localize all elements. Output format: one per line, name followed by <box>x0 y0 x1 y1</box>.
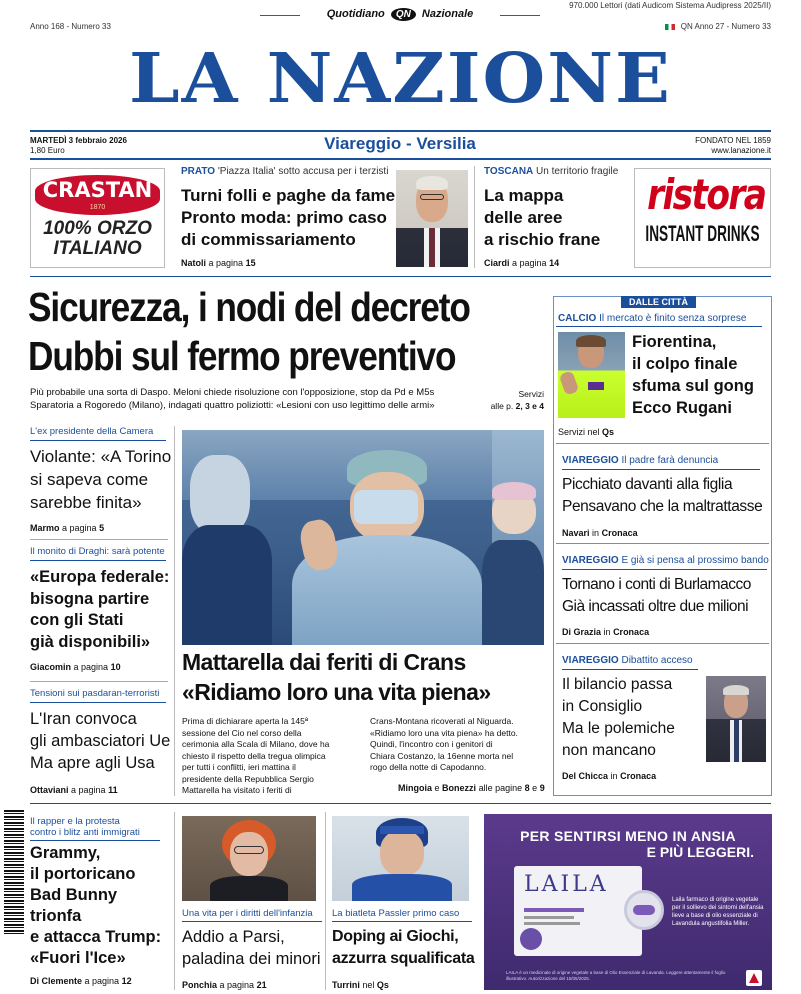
main-body-right <box>370 716 550 774</box>
headline-line: Bad Bunny <box>30 886 118 904</box>
laila-product: LAILA <box>524 872 609 897</box>
headline-line: in Consiglio <box>562 698 643 715</box>
headline-line: Ma le polemiche <box>562 720 675 737</box>
credit-name: Di Grazia <box>562 627 602 637</box>
credit-name: Turrini <box>332 980 360 990</box>
lead-summary <box>30 386 485 412</box>
ad-text: Laila farmaco di origine vegetale per il sollievo dei sintomi dell'ansia lieve a base di olio essenziale di Lavandula angustifolia Miller. <box>672 897 764 927</box>
kicker-text: E già si pensa al prossimo bando <box>621 555 769 566</box>
headline-line: «Europa federale: <box>30 568 170 586</box>
brand-badge-icon <box>746 970 762 986</box>
headline-line: si sapeva come <box>30 470 149 489</box>
body-line: Prima di dichiarare aperta la 145ª <box>182 716 308 726</box>
credit-name: Di Clemente <box>30 976 83 986</box>
kicker <box>558 313 768 324</box>
credit-name: Marmo <box>30 523 60 533</box>
credit <box>30 976 170 986</box>
credit <box>182 980 322 990</box>
credit <box>30 662 170 672</box>
headline <box>181 185 396 251</box>
main-body-left <box>182 716 362 797</box>
right-issue: QN Anno 27 - Numero 33 <box>680 22 771 31</box>
credit-name: Ciardi <box>484 258 510 268</box>
credit <box>332 980 474 990</box>
body-line: Crans-Montana ricoverati al Niguarda. <box>370 716 514 726</box>
headline-line: a rischio frane <box>484 230 601 249</box>
credit-name-2: Bonezzi <box>442 783 477 793</box>
headline-line: Violante: «A Torino <box>30 447 172 466</box>
credit <box>30 523 168 533</box>
credit-name: Ottaviani <box>30 785 69 795</box>
credit-name: Qs <box>602 427 615 437</box>
headline-line: Ecco Rugani <box>632 399 732 417</box>
main-credit <box>398 783 545 793</box>
credit-text: in <box>610 771 618 781</box>
portrait-photo <box>396 170 468 267</box>
date-line <box>30 136 127 156</box>
barcode <box>4 810 24 936</box>
kicker-place: TOSCANA <box>484 166 534 177</box>
readers-line: 970.000 Lettori (dati Audicom Sistema Audipress 2025/II) <box>569 1 771 10</box>
bottom-story-passler[interactable] <box>332 908 474 990</box>
credit <box>181 258 396 268</box>
services-pages: 2, 3 e 4 <box>515 401 544 411</box>
headline-line: Doping ai Giochi, <box>332 928 459 945</box>
kicker: L'ex presidente della Camera <box>30 426 154 437</box>
citta-story-picchiato[interactable] <box>562 455 767 538</box>
headline-line: azzurra squalificata <box>332 950 475 967</box>
credit-text: a pagina <box>512 258 547 268</box>
credit-name: Natoli <box>181 258 207 268</box>
headline-line: con gli Stati <box>30 611 124 629</box>
body-line: chiesto il rispetto della tregua olimpica <box>182 750 326 761</box>
bottom-story-parsi[interactable] <box>182 908 322 990</box>
summary-line: Più probabile una sorta di Daspo. Meloni chiede risoluzione con l'opposizione, stop da Pd e M5s <box>30 387 435 398</box>
body-line: «Ridiamo loro una vita piena» ha detto. <box>370 727 518 738</box>
headline-line: Già incassati oltre due milioni <box>562 598 749 615</box>
credit-text: Servizi nel <box>558 427 600 437</box>
passler-photo <box>332 816 469 901</box>
headline-line: trionfa <box>30 907 82 925</box>
ad-headline-1: PER SENTIRSI MENO IN ANSIA <box>520 828 736 844</box>
kicker: Una vita per i diritti dell'infanzia <box>182 908 313 919</box>
qn-right-label: Nazionale <box>421 8 474 20</box>
credit <box>484 258 624 268</box>
rugani-photo <box>558 332 625 418</box>
headline <box>30 708 170 774</box>
citta-story-calcio[interactable] <box>558 313 768 324</box>
mattarella-photo <box>182 430 544 645</box>
credit-section: Cronaca <box>613 627 650 637</box>
kicker-place: PRATO <box>181 166 216 177</box>
kicker-2: contro i blitz anti immigrati <box>30 827 140 838</box>
kicker-text: Dibattito acceso <box>621 655 693 666</box>
credit-page: 5 <box>99 523 105 533</box>
main-headline-2[interactable]: «Ridiamo loro una vita piena» <box>182 679 491 705</box>
headline-line: delle aree <box>484 208 563 227</box>
services-label: Servizi <box>518 389 544 399</box>
headline <box>562 574 767 618</box>
headline-line: Addio a Parsi, <box>182 928 285 946</box>
credit-and-2: e <box>532 783 538 793</box>
headline-line: Picchiato davanti alla figlia <box>562 476 733 493</box>
ad-fine-print: LAILA è un medicinale di origine vegetale a base di Olio Essenziale di Lavanda. Leggere attentamente il foglio illustrativo. Autorizzazione del 15/05/2025. <box>506 970 726 981</box>
price: 1,80 Euro <box>30 146 65 155</box>
credit-name: Ponchia <box>182 980 218 990</box>
credit-page: 15 <box>245 258 256 268</box>
credit-page-2: 9 <box>539 783 545 793</box>
credit-page: 10 <box>110 662 121 672</box>
kicker <box>181 166 396 177</box>
credit-text: a pagina <box>208 258 244 268</box>
date: MARTEDÌ 3 febbraio 2026 <box>30 136 127 145</box>
headline-line: Pensavano che la maltrattasse <box>562 498 763 515</box>
kicker-place: VIAREGGIO <box>562 655 619 666</box>
bottom-story-grammy[interactable] <box>30 816 170 986</box>
left-story-draghi[interactable] <box>30 546 170 672</box>
kicker: La biatleta Passler primo caso <box>332 908 460 919</box>
left-story-iran[interactable] <box>30 688 170 795</box>
headline <box>332 926 474 970</box>
edition-title: Viareggio - Versilia <box>324 134 476 153</box>
credit-page-1: 8 <box>524 783 530 793</box>
kicker <box>562 555 767 566</box>
kicker-1: Il rapper e la protesta <box>30 816 120 827</box>
credit-text: in <box>592 528 600 538</box>
credit <box>30 785 170 795</box>
credit-text: a pagina <box>73 662 109 672</box>
headline-line: bisogna partire <box>30 589 150 608</box>
headline <box>484 185 624 251</box>
headline-line: già disponibili» <box>30 632 151 651</box>
headline <box>182 926 322 970</box>
credit-name: Navari <box>562 528 590 538</box>
credit-text: in <box>603 627 611 637</box>
crastan-line1: 100% ORZO <box>43 218 152 239</box>
credit-name: Giacomin <box>30 662 72 672</box>
citta-headline-calcio[interactable] <box>632 331 772 419</box>
headline-line: il portoricano <box>30 865 136 883</box>
credit-page: 12 <box>121 976 132 986</box>
headline-line: e attacca Trump: <box>30 928 162 946</box>
credit-section: Cronaca <box>601 528 638 538</box>
qn-left-label: Quotidiano <box>326 8 385 20</box>
headline-line: La mappa <box>484 186 564 205</box>
headline-line: paladina dei minori <box>182 950 321 968</box>
main-headline-1[interactable]: Mattarella dai feriti di Crans <box>182 649 466 675</box>
kicker: Il monito di Draghi: sarà potente <box>30 546 165 557</box>
headline <box>30 567 170 653</box>
credit-text: a pagina <box>71 785 106 795</box>
headline-line: sarebbe finita» <box>30 493 142 512</box>
headline-line: Turni folli e paghe da fame <box>181 186 396 205</box>
kicker <box>562 455 767 466</box>
crastan-year: 1870 <box>89 204 106 211</box>
capsule-icon <box>624 890 664 930</box>
headline-line: Ma apre agli Usa <box>30 754 155 772</box>
credit-section: Cronaca <box>620 771 657 781</box>
headline-line: sfuma sul gong <box>632 377 754 395</box>
kicker-place: VIAREGGIO <box>562 455 619 466</box>
headline <box>562 474 767 518</box>
headline <box>30 843 170 969</box>
website[interactable]: www.lanazione.it <box>711 146 771 155</box>
summary-line: Sparatoria a Rogoredo (Milano), indagati quattro poliziotti: «Lesioni con uso legittimo delle armi» <box>30 400 435 411</box>
laila-box <box>514 866 642 956</box>
kicker <box>562 655 767 666</box>
headline-line: L'Iran convoca <box>30 710 137 728</box>
crastan-line2: ITALIANO <box>53 238 142 259</box>
founded-line <box>695 136 771 156</box>
body-line: Mattarella ha visitato i feriti di <box>182 785 292 795</box>
headline-line: Grammy, <box>30 844 101 862</box>
masthead-title[interactable]: LA NAZIONE <box>129 37 672 118</box>
body-line: presidente della Repubblica Sergio <box>182 773 314 784</box>
body-line: sessione del Cio nel corso della <box>182 727 302 738</box>
body-line: Chiara Costanzo, la 16enne morta nel <box>370 750 514 761</box>
headline-line: «Fuori l'Ice» <box>30 949 126 967</box>
headline-line: di commissariamento <box>181 230 356 249</box>
credit-page: 14 <box>549 258 560 268</box>
credit <box>562 528 767 538</box>
credit-text: a pagina <box>62 523 97 533</box>
headline-line: gli ambasciatori Ue <box>30 732 171 750</box>
qn-strip <box>300 8 500 21</box>
credit-and: e <box>434 783 440 793</box>
credit-page: 21 <box>256 980 267 990</box>
ristora-brand: ristora <box>647 170 766 219</box>
kicker-text: 'Piazza Italia' sotto accusa per i terzisti <box>217 166 389 177</box>
parsi-photo <box>182 816 316 901</box>
body-line: rogo della notte di Capodanno. <box>370 762 487 772</box>
top-story-toscana[interactable] <box>484 166 624 268</box>
credit-section: Qs <box>376 980 389 990</box>
ad-headline-2: E PIÙ LEGGERI. <box>646 844 754 860</box>
kicker-place: VIAREGGIO <box>562 555 619 566</box>
kicker <box>484 166 624 177</box>
top-story-prato[interactable] <box>181 166 396 268</box>
citta-credit-calcio <box>558 427 614 437</box>
right-issue-wrap <box>665 22 771 31</box>
ristora-sub: INSTANT DRINKS <box>645 221 760 246</box>
lead-headline-2[interactable]: Dubbi sul fermo preventivo <box>28 333 456 379</box>
body-line: cerimonia alla Scala di Milano, dove ha <box>182 739 330 749</box>
citta-story-burlamacco[interactable] <box>562 555 767 637</box>
kicker-text: Il padre farà denuncia <box>621 455 719 466</box>
left-story-violante[interactable] <box>30 426 172 533</box>
leaf-icon <box>520 928 542 950</box>
laila-ad[interactable] <box>484 814 772 990</box>
crastan-logo <box>35 175 160 215</box>
left-issue: Anno 168 - Numero 33 <box>30 22 111 31</box>
headline-line: il colpo finale <box>632 355 738 373</box>
lead-headline-1[interactable]: Sicurezza, i nodi del decreto <box>28 284 470 330</box>
ristora-ad[interactable] <box>634 168 771 268</box>
body-line: Quindi, l'incontro con i genitori di <box>370 739 493 749</box>
qn-logo: QN <box>391 8 416 21</box>
council-photo <box>706 676 766 762</box>
credit-text: nel <box>362 980 375 990</box>
credit-text: alle pagine <box>478 783 523 793</box>
credit-text: a pagina <box>219 980 255 990</box>
headline-line: Tornano i conti di Burlamacco <box>562 576 751 593</box>
italian-flag-icon <box>665 24 675 30</box>
headline-line: non mancano <box>562 742 656 759</box>
kicker-place: CALCIO <box>558 313 597 324</box>
credit <box>562 627 767 637</box>
kicker-text: Un territorio fragile <box>536 166 619 177</box>
services-prefix: alle p. <box>490 401 514 411</box>
founded: FONDATO NEL 1859 <box>695 136 771 145</box>
crastan-ad[interactable] <box>30 168 165 268</box>
headline-line: Fiorentina, <box>632 333 717 351</box>
headline-line: Il bilancio passa <box>562 676 673 693</box>
credit <box>562 771 767 781</box>
credit-name: Del Chicca <box>562 771 609 781</box>
credit-text: a pagina <box>84 976 120 986</box>
credit-page: 11 <box>108 785 118 795</box>
headline <box>30 445 172 514</box>
credit-name-1: Mingoia <box>398 783 432 793</box>
body-line: per tutti i conflitti, ieri mattina il <box>182 762 296 772</box>
dalle-citta-label: DALLE CITTÀ <box>621 296 696 308</box>
headline-line: Pronto moda: primo caso <box>181 208 387 227</box>
crastan-brand: CRASTAN <box>42 178 153 202</box>
kicker: Tensioni sui pasdaran-terroristi <box>30 688 160 699</box>
lead-services <box>484 388 544 412</box>
kicker-text: Il mercato è finito senza sorprese <box>599 313 747 324</box>
